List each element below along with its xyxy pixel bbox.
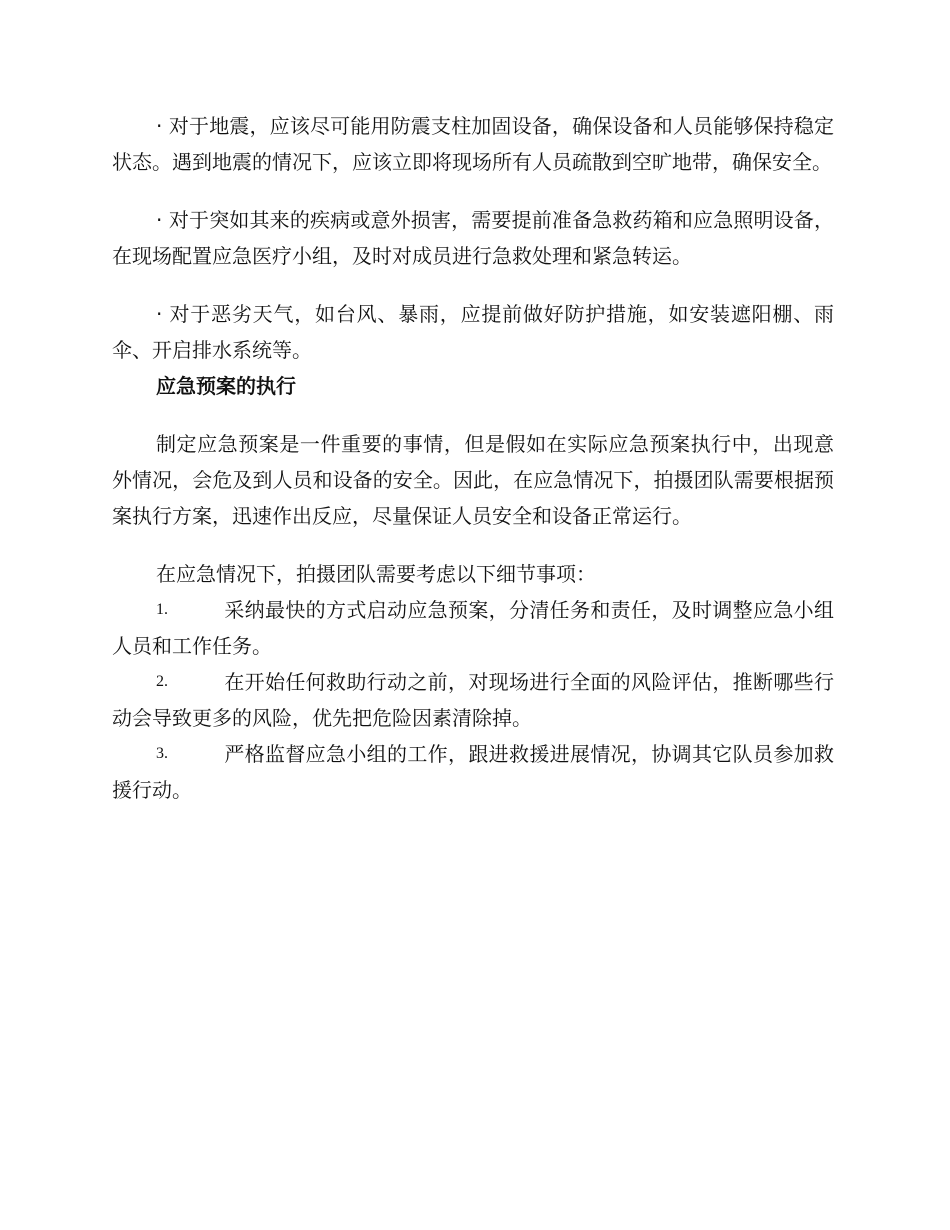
list-number: 2. <box>156 673 168 690</box>
bullet-earthquake: · 对于地震，应该尽可能用防震支柱加固设备，确保设备和人员能够保持稳定状态。遇到地震的情况下，应该立即将现场所有人员疏散到空旷地带，确保安全。 <box>112 114 834 174</box>
list-number: 3. <box>156 745 168 762</box>
list-item <box>112 664 834 736</box>
list-item <box>112 736 834 808</box>
bullet-weather: · 对于恶劣天气，如台风、暴雨，应提前做好防护措施，如安装遮阳棚、雨伞、开启排水系统等。 <box>112 302 834 362</box>
bullet-illness: · 对于突如其来的疾病或意外损害，需要提前准备急救药箱和应急照明设备，在现场配置应急医疗小组，及时对成员进行急救处理和紧急转运。 <box>112 208 834 268</box>
list-item <box>112 592 834 664</box>
list-text: 在开始任何救助行动之前，对现场进行全面的风险评估，推断哪些行动会导致更多的风险，优先把危险因素清除掉。 <box>112 670 834 730</box>
list-text: 采纳最快的方式启动应急预案，分清任务和责任，及时调整应急小组人员和工作任务。 <box>112 598 834 658</box>
document-page <box>112 108 834 808</box>
list-number: 1. <box>156 601 168 618</box>
list-lead: 在应急情况下，拍摄团队需要考虑以下细节事项： <box>156 562 596 586</box>
section-intro: 制定应急预案是一件重要的事情，但是假如在实际应急预案执行中，出现意外情况，会危及到人员和设备的安全。因此，在应急情况下，拍摄团队需要根据预案执行方案，迅速作出反应，尽量保证人员安全和设备正常运行。 <box>112 432 834 528</box>
list-text: 严格监督应急小组的工作，跟进救援进展情况，协调其它队员参加救援行动。 <box>112 742 834 802</box>
section-heading: 应急预案的执行 <box>156 374 296 398</box>
